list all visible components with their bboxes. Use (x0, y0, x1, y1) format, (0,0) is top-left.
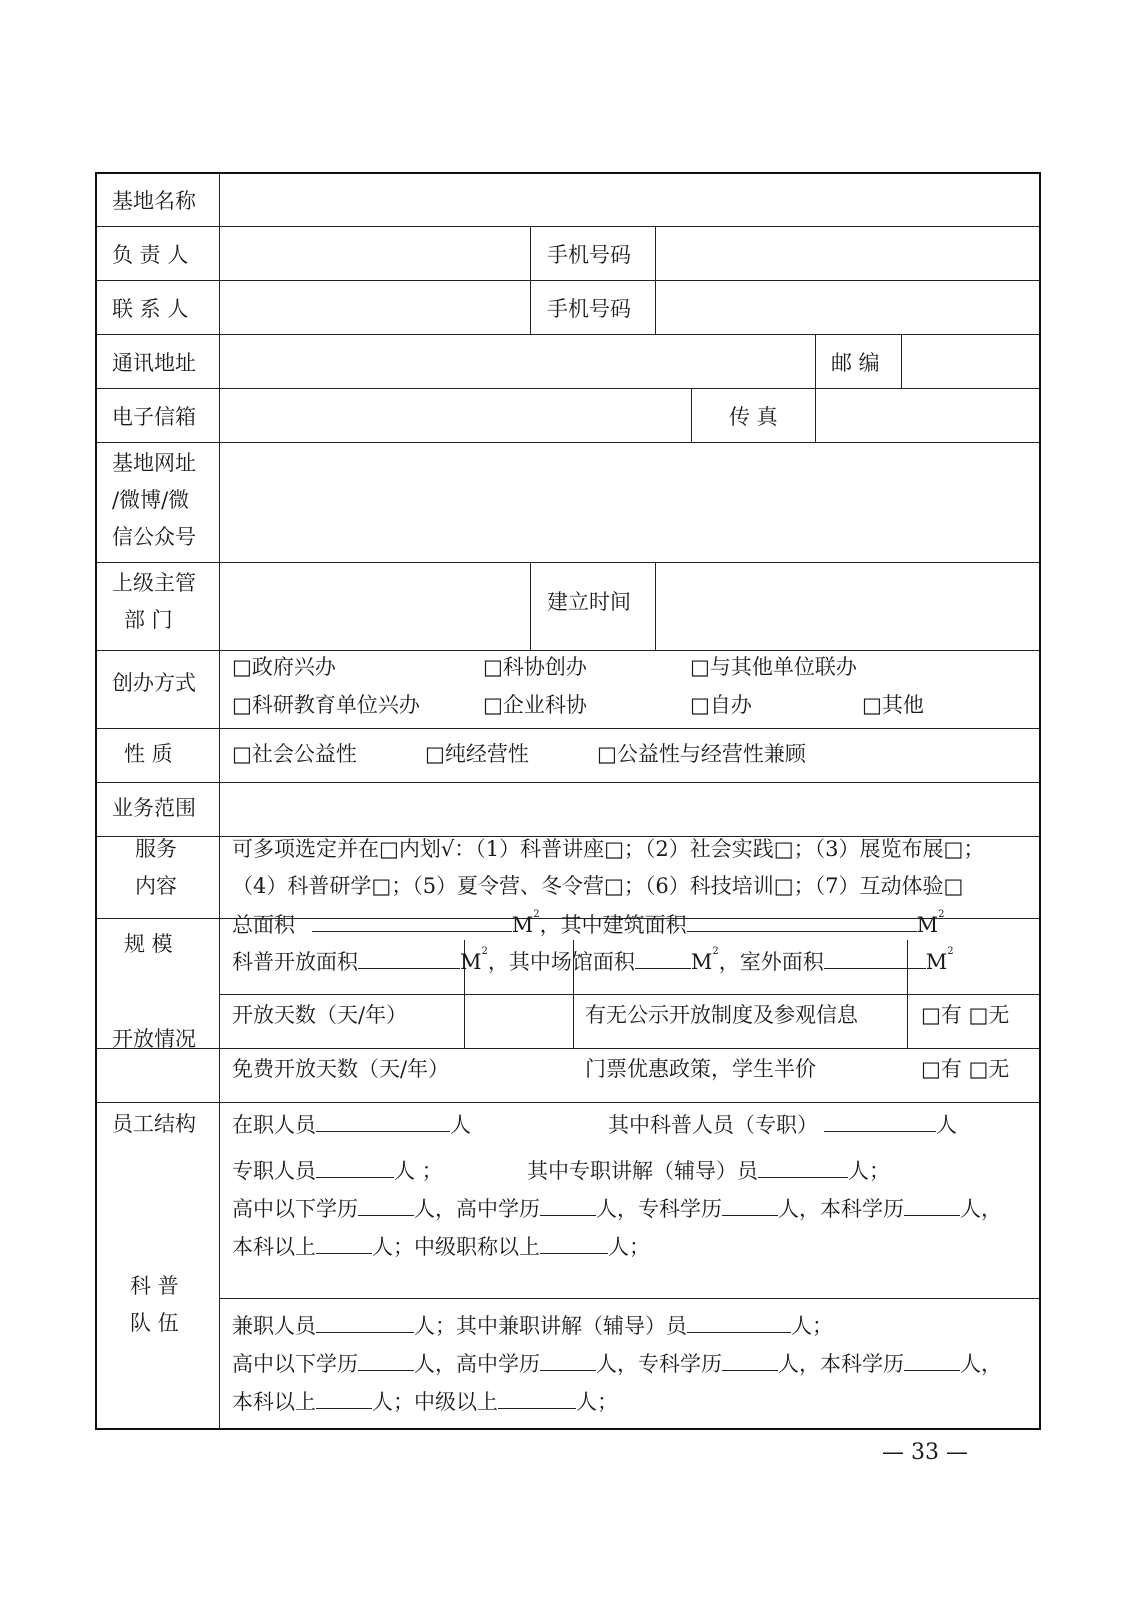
unit-exponent: 2 (481, 946, 488, 957)
col-line (530, 562, 531, 650)
bachelor-blank[interactable] (904, 1353, 960, 1371)
below-hs-blank[interactable] (358, 1198, 414, 1216)
team-line (232, 1353, 1002, 1375)
person-unit: 人 (936, 1113, 957, 1137)
label-team: 科 普 (130, 1274, 179, 1298)
staff-line (232, 1114, 471, 1136)
row-line (97, 280, 1039, 281)
col-line (691, 388, 692, 442)
outdoor-area-blank[interactable] (824, 951, 926, 969)
row-line (97, 1102, 1039, 1103)
row-line (97, 388, 1039, 389)
row-line (97, 782, 1039, 783)
total-area-blank[interactable] (312, 914, 512, 932)
unit: M (916, 913, 939, 937)
ticket-policy-label: 门票优惠政策，学生半价 (585, 1057, 816, 1081)
label-postcode: 邮 编 (831, 351, 880, 375)
fulltime-label: 专职人员 (232, 1159, 316, 1183)
scale-open-area: 科普开放面积 (232, 950, 358, 974)
end-unit: 人； (791, 1314, 833, 1338)
nature-option[interactable]: □纯经营性 (425, 742, 529, 766)
founding-option[interactable]: □科研教育单位兴办 (232, 693, 420, 717)
below-hs-blank[interactable] (358, 1353, 414, 1371)
mid-above-blank[interactable] (498, 1391, 576, 1409)
unit-exponent: 2 (938, 909, 945, 920)
row-line (97, 562, 1039, 563)
part-time-label: 兼职人员 (232, 1314, 316, 1338)
row-line (97, 650, 1039, 651)
label-contact-person: 联 系 人 (112, 297, 189, 321)
row-line (97, 728, 1039, 729)
bachelor-blank[interactable] (904, 1198, 960, 1216)
open-area-blank[interactable] (358, 951, 460, 969)
label-mobile: 手机号码 (547, 243, 631, 267)
label-founded: 建立时间 (547, 590, 631, 614)
team-line (232, 1160, 443, 1182)
team-line (232, 1236, 650, 1258)
row-line (97, 442, 1039, 443)
unit: M (925, 950, 948, 974)
unit: M (690, 950, 713, 974)
label-fax: 传 真 (729, 405, 778, 429)
label-superior: 上级主管 (112, 571, 196, 595)
part-guides-blank[interactable] (687, 1315, 791, 1333)
junior-college-label: 人，专科学历 (596, 1197, 722, 1221)
end-unit: 人； (608, 1235, 650, 1259)
above-bachelor-blank[interactable] (316, 1236, 372, 1254)
open-days-label: 开放天数（天/年） (232, 1003, 408, 1027)
venue-area-blank[interactable] (635, 951, 691, 969)
label-opening: 开放情况 (112, 1027, 196, 1051)
label-address: 通讯地址 (112, 351, 196, 375)
label-base-name: 基地名称 (112, 189, 196, 213)
row-line (97, 334, 1039, 335)
label-service: 内容 (135, 874, 177, 898)
above-bachelor-label: 本科以上 (232, 1390, 316, 1414)
founding-option[interactable]: □自办 (690, 693, 752, 717)
team-line (527, 1160, 890, 1182)
above-bachelor-label: 本科以上 (232, 1235, 316, 1259)
part-guides-label: 人；其中兼职讲解（辅导）员 (414, 1314, 687, 1338)
founding-option[interactable]: □与其他单位联办 (690, 655, 857, 679)
hs-label: 人，高中学历 (414, 1197, 540, 1221)
service-line: 可多项选定并在□内划√：（1）科普讲座□；（2）社会实践□；（3）展览布展□； (232, 837, 985, 861)
scale-outdoor-area: ，室外面积 (718, 950, 824, 974)
unit-exponent: 2 (947, 946, 954, 957)
yes-no-checkbox[interactable]: □有 □无 (921, 1057, 1010, 1081)
person-unit: 人 (450, 1113, 471, 1137)
label-website: /微博/微 (112, 488, 190, 512)
popsci-fulltime-label: 其中科普人员（专职） (608, 1113, 818, 1137)
row-line (219, 994, 1039, 995)
nature-option[interactable]: □公益性与经营性兼顾 (597, 742, 806, 766)
below-hs-label: 高中以下学历 (232, 1352, 358, 1376)
hs-label: 人，高中学历 (414, 1352, 540, 1376)
label-website: 信公众号 (112, 525, 196, 549)
col-line (655, 562, 656, 650)
col-line (530, 226, 531, 334)
hs-blank[interactable] (540, 1198, 596, 1216)
col-line (901, 334, 902, 388)
bachelor-label: 人，本科学历 (778, 1352, 904, 1376)
team-line (232, 1198, 1002, 1220)
free-days-label: 免费开放天数（天/年） (232, 1057, 450, 1081)
below-hs-label: 高中以下学历 (232, 1197, 358, 1221)
label-scale: 规 模 (124, 932, 173, 956)
label-person-in-charge: 负 责 人 (112, 243, 189, 267)
label-staff: 员工结构 (112, 1112, 196, 1136)
nature-option[interactable]: □社会公益性 (232, 742, 357, 766)
sep-unit: 人， (960, 1352, 1002, 1376)
sep-unit: 人， (960, 1197, 1002, 1221)
row-line (97, 1048, 1039, 1049)
team-line (232, 1315, 833, 1337)
junior-college-blank[interactable] (722, 1198, 778, 1216)
mid-title-label: 人；中级职称以上 (372, 1235, 540, 1259)
label-founding-mode: 创办方式 (112, 671, 196, 695)
row-line (219, 1298, 1039, 1299)
junior-college-blank[interactable] (722, 1353, 778, 1371)
scale-line-2 (232, 946, 954, 974)
yes-no-checkbox[interactable]: □有 □无 (921, 1003, 1010, 1027)
scale-line-1 (232, 909, 945, 937)
founding-option[interactable]: □其他 (862, 693, 924, 717)
scale-venue-area: ，其中场馆面积 (487, 950, 635, 974)
scale-total-area: 总面积 (232, 913, 295, 937)
page-number: — 33 — (882, 1440, 968, 1465)
staff-line (608, 1114, 957, 1136)
end-unit: 人； (576, 1390, 618, 1414)
founding-option[interactable]: □政府兴办 (232, 655, 336, 679)
unit: M (460, 950, 482, 974)
unit-exponent: 2 (712, 946, 719, 957)
public-info-label: 有无公示开放制度及参观信息 (585, 1003, 858, 1027)
col-line (219, 174, 220, 1428)
service-line: （4）科普研学□；（5）夏令营、冬令营□；（6）科技培训□；（7）互动体验□ (232, 874, 964, 898)
col-line (815, 334, 816, 388)
unit-exponent: 2 (533, 909, 540, 920)
fulltime-unit: 人 ； (394, 1159, 443, 1183)
popsci-fulltime-blank[interactable] (824, 1114, 936, 1132)
hs-blank[interactable] (540, 1353, 596, 1371)
above-bachelor-blank[interactable] (316, 1391, 372, 1409)
col-line (815, 388, 816, 442)
label-mobile: 手机号码 (547, 297, 631, 321)
label-team: 队 伍 (130, 1311, 179, 1335)
label-website: 基地网址 (112, 451, 196, 475)
application-form-table (95, 172, 1041, 1430)
label-nature: 性 质 (124, 742, 173, 766)
row-line (97, 226, 1039, 227)
building-area-blank[interactable] (687, 914, 917, 932)
on-job-label: 在职人员 (232, 1113, 316, 1137)
junior-college-label: 人，专科学历 (596, 1352, 722, 1376)
part-time-blank[interactable] (316, 1315, 414, 1333)
founding-option[interactable]: □企业科协 (483, 693, 587, 717)
label-superior: 部 门 (124, 608, 173, 632)
label-email: 电子信箱 (112, 405, 196, 429)
on-job-blank[interactable] (316, 1114, 450, 1132)
bachelor-label: 人，本科学历 (778, 1197, 904, 1221)
col-line (655, 226, 656, 334)
scale-building-area: ，其中建筑面积 (539, 913, 687, 937)
end-unit: 人； (848, 1159, 890, 1183)
team-line (232, 1391, 618, 1413)
mid-title-blank[interactable] (540, 1236, 608, 1254)
mid-above-label: 人；中级以上 (372, 1390, 498, 1414)
fulltime-blank[interactable] (316, 1160, 394, 1178)
label-business-scope: 业务范围 (112, 796, 196, 820)
fulltime-guides-blank[interactable] (758, 1160, 848, 1178)
unit: M (511, 913, 534, 937)
label-service: 服务 (135, 837, 177, 861)
founding-option[interactable]: □科协创办 (483, 655, 587, 679)
fulltime-guides-label: 其中专职讲解（辅导）员 (527, 1159, 758, 1183)
